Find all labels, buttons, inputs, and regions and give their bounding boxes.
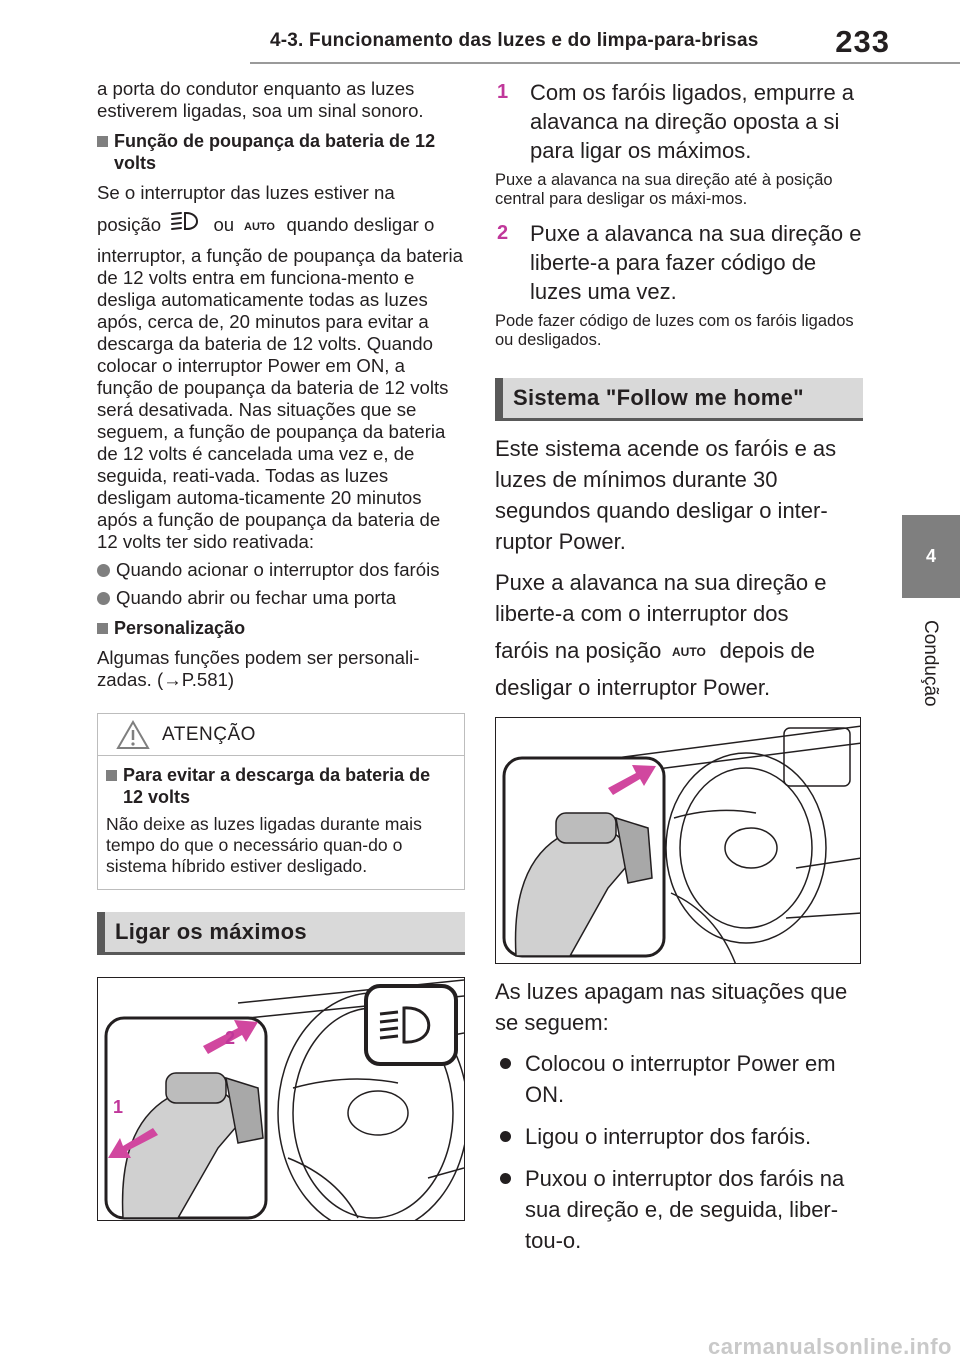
text-when-off: quando desligar o [286,214,435,235]
warning-triangle-icon [116,720,150,750]
list-item [495,1048,865,1110]
step-item [495,78,865,165]
customization-heading-text: Personalização [114,618,246,639]
round-bullet-icon [97,592,110,605]
warning-title: ATENÇÃO [162,723,256,745]
step-text: Com os faróis ligados, empurre a alavanca na direção oposta a si para ligar os máximos. [530,80,855,163]
battery-saver-heading-text: Função de poupança da bateria de 12 volts [114,131,436,173]
text-position: posição [97,214,162,235]
square-bullet-icon [106,770,117,781]
chapter-tab[interactable]: 4 [902,515,960,598]
left-column [97,78,465,1221]
step-number: 1 [497,81,509,103]
step-item [495,219,865,306]
warning-box [97,713,465,890]
battery-paragraph-1a: Se o interruptor das luzes estiver na [97,182,395,203]
warning-text: Não deixe as luzes ligadas durante mais tempo do que o necessário quan-do o sistema híbrido estiver desligado. [106,814,422,877]
chapter-label: Condução [920,620,941,707]
list-item-text: Quando abrir ou fechar uma porta [116,587,397,609]
battery-paragraph-2: interruptor, a função de poupança da bateria de 12 volts entra em funciona-mento e desliga automaticamente todas as luzes após, cerca de, 20 minutos para evitar a descarga da bateria de 12 volts. Quando colocar o interruptor Power em ON, a função de poupança da bateria de 12 volts será desativada. Nas situações que se seguem, a função de poupança da bateria de 12 volts é cancelada uma vez e, de seguida, reati-vada. Todas as luzes desligam automa-ticamente 20 minutos após a função de poupança da bateria de 12 volts ter sido reativada: [97,245,463,553]
step-number: 2 [497,222,509,244]
step-note: Pode fazer código de luzes com os faróis ligados ou desligados. [495,312,854,349]
text-after: depois de [719,638,815,663]
auto-icon-text: AUTO [244,221,276,233]
customization-heading [97,617,465,639]
follow-me-home-instruction-a: Puxe a alavanca na sua direção e liberte-a com o interruptor dos [495,570,827,626]
section-title-high-beams: Ligar os máximos [97,912,465,955]
right-column [495,78,865,1267]
figure-label-2: 2 [225,1028,236,1049]
high-beam-lever-illustration [97,977,465,1221]
follow-me-home-description: Este sistema acende os faróis e as luzes de mínimos durante 30 segundos quando desligar o inter-ruptor Power. [495,436,837,554]
list-item [495,1163,865,1256]
list-item [97,559,465,581]
list-item-text: Ligou o interruptor dos faróis. [525,1124,812,1150]
text-or: ou [213,214,235,235]
text-headlights-position: faróis na posição [495,638,662,663]
follow-me-home-instruction-b [495,631,865,672]
list-item [97,587,465,609]
page-header-title: 4-3. Funcionamento das luzes e do limpa-para-brisas [270,30,759,51]
headlight-icon [170,209,204,243]
warning-body [98,756,464,889]
page-number: 233 [835,24,890,59]
warning-heading [106,764,454,808]
follow-me-home-instruction-c: desligar o interruptor Power. [495,675,771,701]
auto-icon [671,632,709,672]
square-bullet-icon [97,136,108,147]
battery-saver-heading [97,130,465,174]
step-text: Puxe a alavanca na sua direção e liberte-a para fazer código de luzes uma vez. [530,221,862,304]
intro-paragraph: a porta do condutor enquanto as luzes estiverem ligadas, soa um sinal sonoro. [97,78,424,121]
round-bullet-icon [97,564,110,577]
customization-text: Algumas funções podem ser personali-zadas. (→P.581) [97,647,420,691]
round-bullet-icon [500,1173,511,1184]
list-item-text: Quando acionar o interruptor dos faróis [116,559,440,581]
warning-heading-text: Para evitar a descarga da bateria de 12 volts [123,765,431,808]
warning-header [98,714,464,756]
list-item [495,1121,865,1152]
battery-paragraph-1b [97,208,465,243]
header-divider [250,62,960,64]
list-item-text: Puxou o interruptor dos faróis na sua direção e, de seguida, liber-tou-o. [525,1166,845,1254]
round-bullet-icon [500,1058,511,1069]
list-item-text: Colocou o interruptor Power em ON. [525,1051,836,1108]
square-bullet-icon [97,623,108,634]
watermark: carmanualsonline.info [708,1334,952,1359]
lights-off-intro: As luzes apagam nas situações que se seguem: [495,979,848,1036]
section-title-follow-me-home: Sistema "Follow me home" [495,378,863,421]
step-note: Puxe a alavanca na sua direção até à posição central para desligar os máxi-mos. [495,171,833,208]
figure-label-1: 1 [113,1097,124,1118]
round-bullet-icon [500,1131,511,1142]
auto-icon-text: AUTO [672,645,707,660]
follow-me-home-illustration [495,717,861,964]
auto-icon [243,209,277,243]
